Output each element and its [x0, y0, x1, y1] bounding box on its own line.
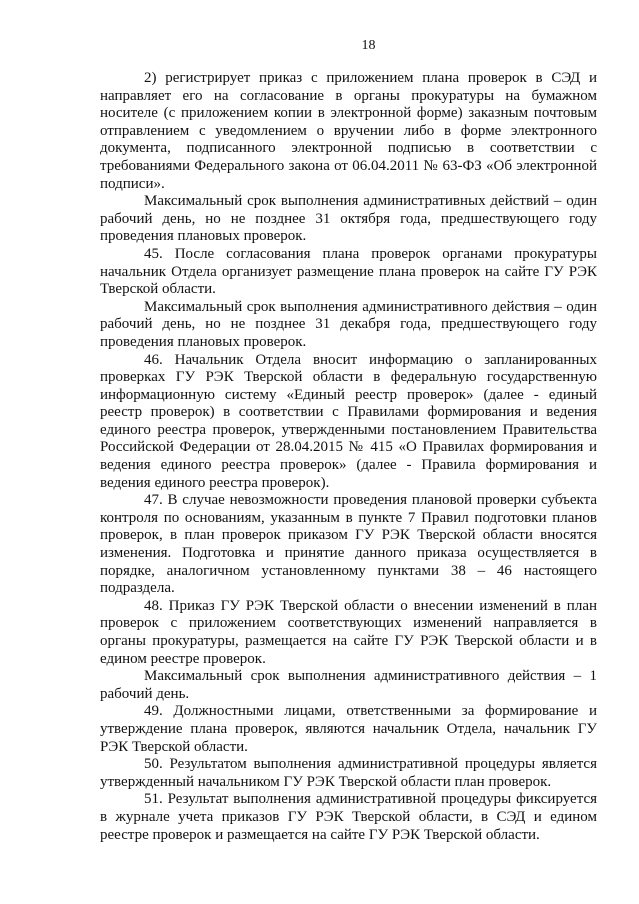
paragraph-46: 46. Начальник Отдела вносит информацию о запланированных проверках ГУ РЭК Тверской области в федеральную государственную информационную систему «Единый реестр проверок» (далее - единый реестр проверок) в соответствии с Правилами формирования и ведения единого реестра проверок, утвержденными постановлением Правительства Российской Федерации от 28.04.2015 № 415 «О Правилах формирования и ведения единого реестра проверок» (далее - Правила формирования и ведения единого реестра проверок).: [100, 351, 597, 491]
paragraph-51: 51. Результат выполнения административной процедуры фиксируется в журнале учета приказов ГУ РЭК Тверской области, в СЭД и едином реестре проверок и размещается на сайте ГУ РЭК Тверской области.: [100, 791, 597, 843]
paragraph-48: 48. Приказ ГУ РЭК Тверской области о внесении изменений в план проверок с приложением соответствующих изменений направляется в органы прокуратуры, размещается на сайте ГУ РЭК Тверской области и в едином реестре проверок.: [100, 597, 597, 667]
paragraph-50: 50. Результатом выполнения административной процедуры является утвержденный начальником ГУ РЭК Тверской области план проверок.: [100, 756, 597, 790]
paragraph-45: 45. После согласования плана проверок органами прокуратуры начальник Отдела организует размещение плана проверок на сайте ГУ РЭК Тверской области.: [100, 245, 597, 298]
page-number: 18: [361, 38, 376, 53]
paragraph-49: 49. Должностными лицами, ответственными за формирование и утверждение плана проверок, являются начальник Отдела, начальник ГУ РЭК Тверской области.: [100, 703, 597, 755]
paragraph-deadline-2: Максимальный срок выполнения административного действия – один рабочий день, но не позднее 31 декабря года, предшествующего году проведения плановых проверок.: [100, 298, 597, 350]
paragraph-47: 47. В случае невозможности проведения плановой проверки субъекта контроля по основаниям, указанным в пункте 7 Правил подготовки планов проверок, в план проверок приказом ГУ РЭК Тверской области вносятся изменения. Подготовка и принятие данного приказа осуществляется в порядке, аналогичном установленному пунктами 38 – 46 настоящего подраздела.: [100, 492, 597, 597]
paragraph-deadline-3: Максимальный срок выполнения административного действия – 1 рабочий день.: [100, 668, 597, 702]
paragraph-item-2: 2) регистрирует приказ с приложением плана проверок в СЭД и направляет его на согласование в органы прокуратуры на бумажном носителе (с приложением копии в электронной форме) заказным почтовым отправлением с уведомлением о вручении либо в форме электронного документа, подписанного электронной подписью в соответствии с требованиями Федерального закона от 06.04.2011 № 63-ФЗ «Об электронной подписи».: [100, 70, 597, 192]
paragraph-deadline-1: Максимальный срок выполнения административных действий – один рабочий день, но не позднее 31 октября года, предшествующего году проведения плановых проверок.: [100, 193, 597, 245]
